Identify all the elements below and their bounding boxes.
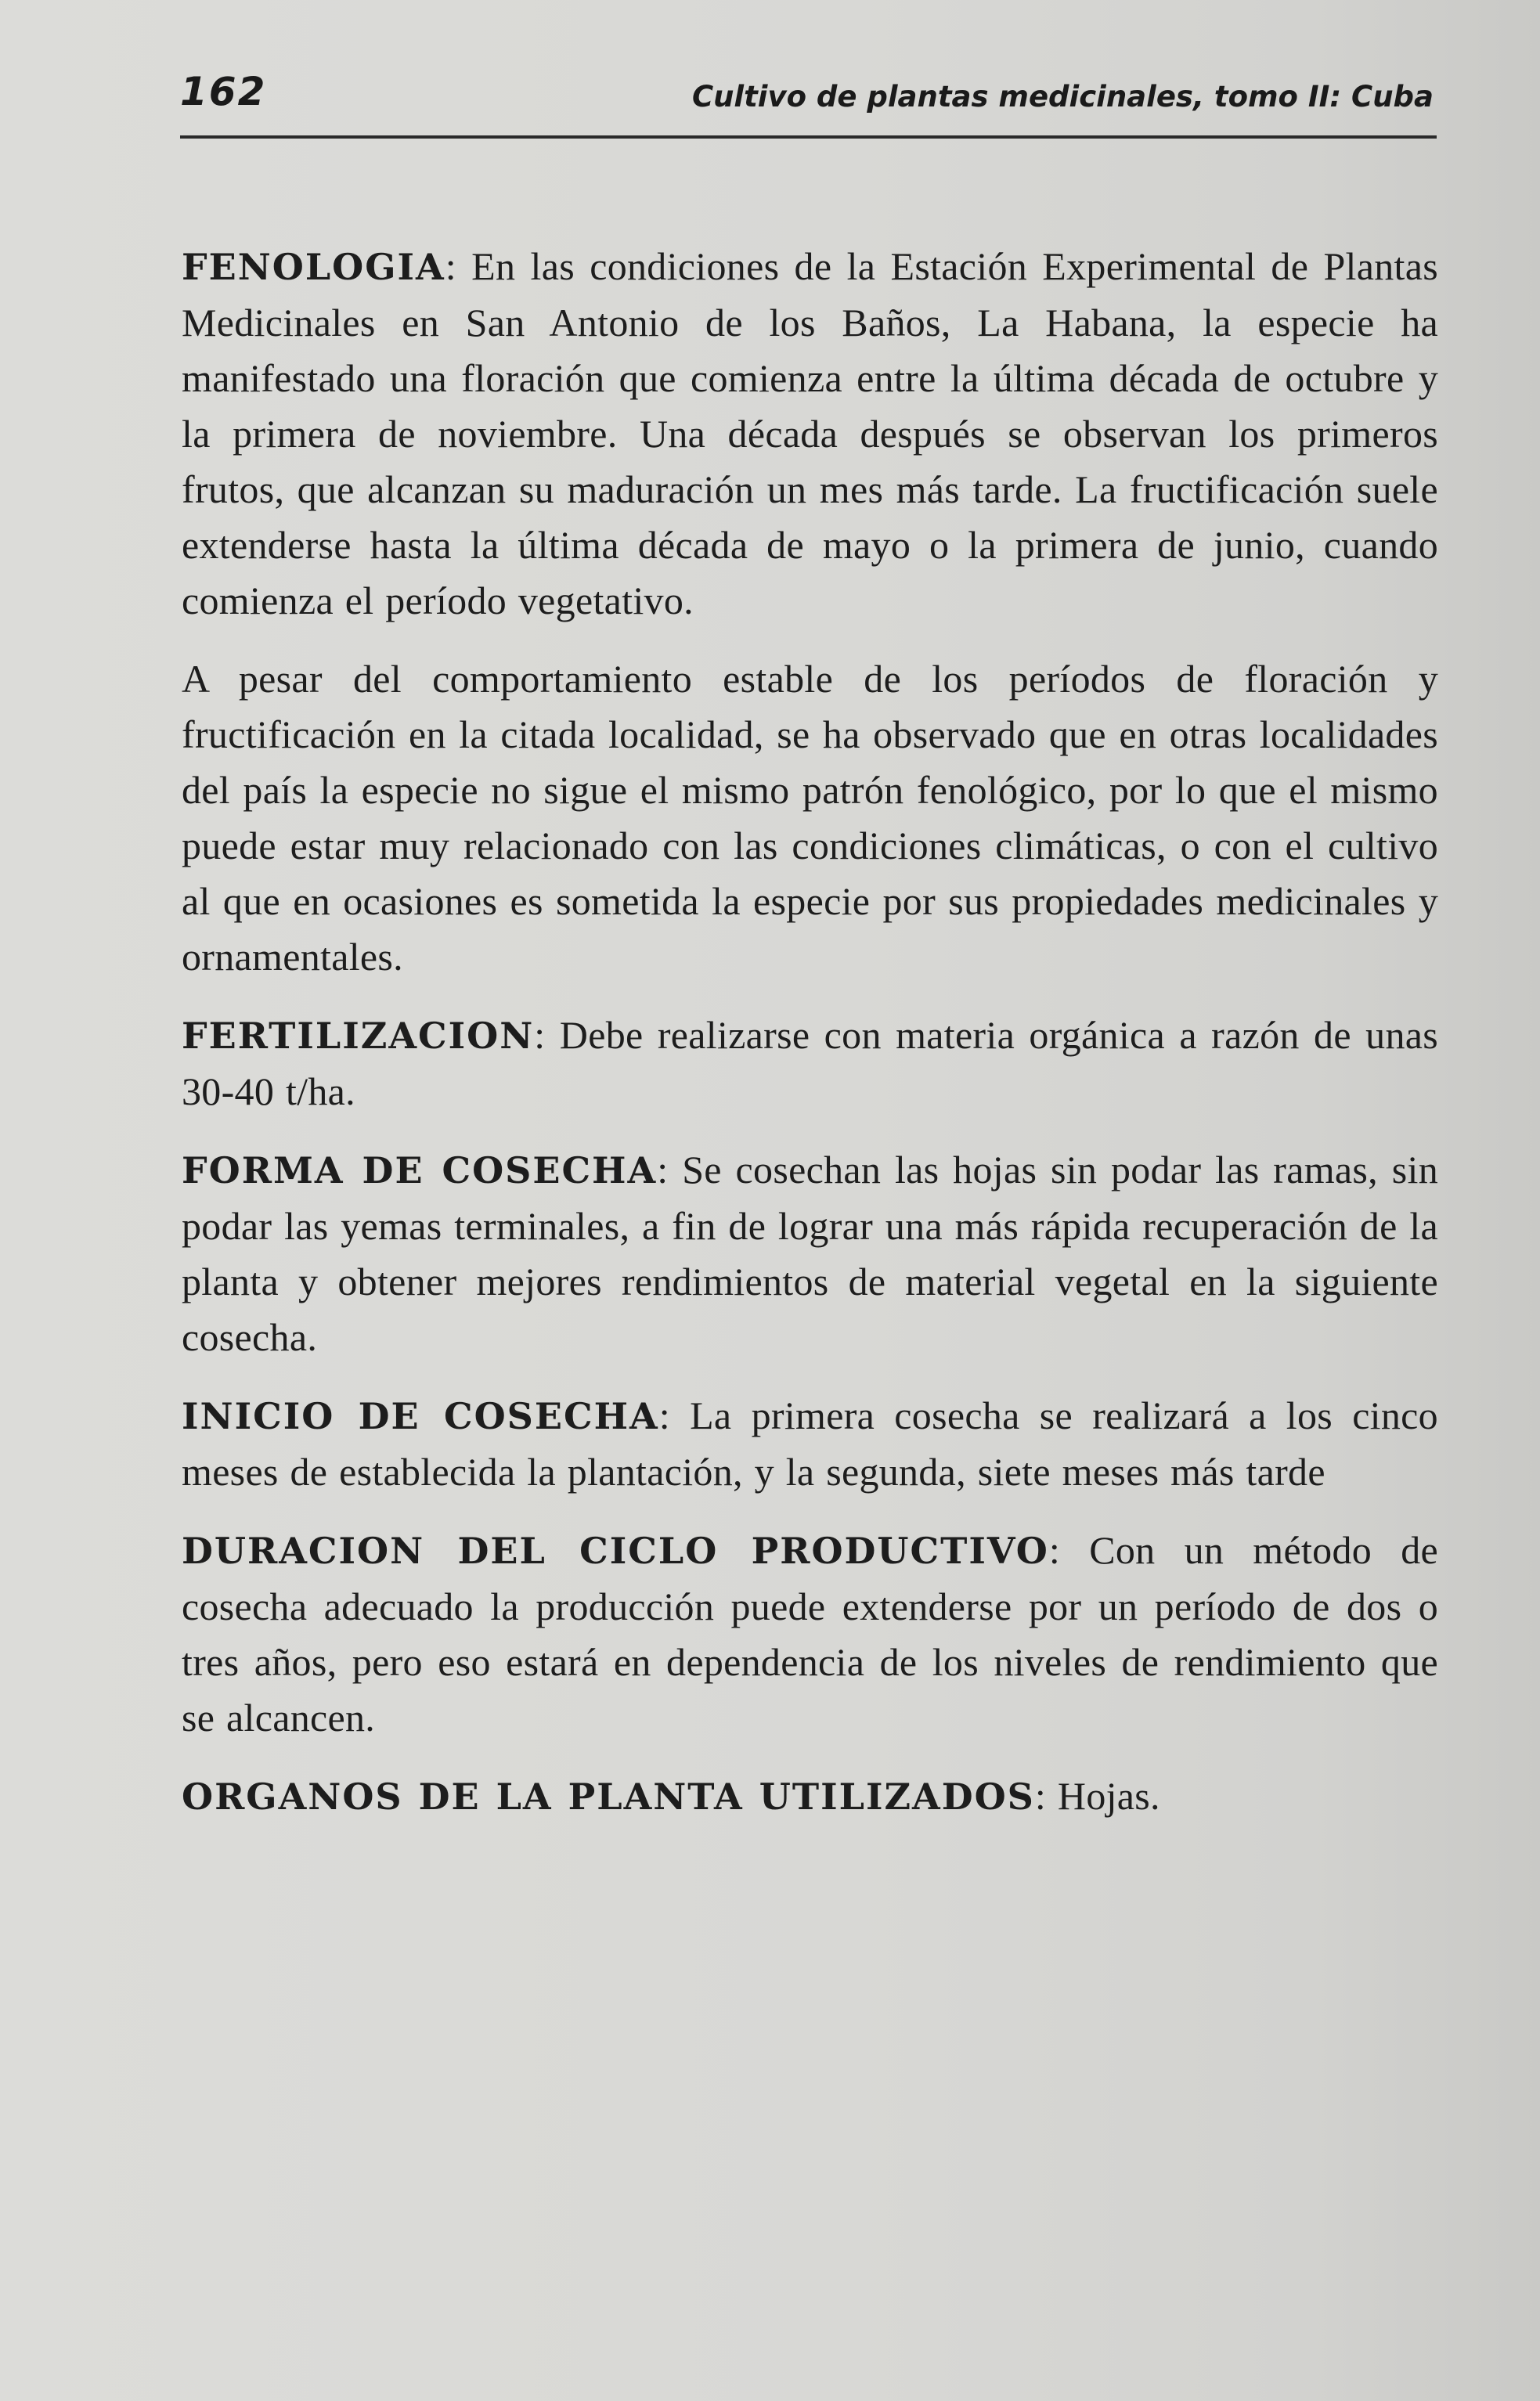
paragraph-fertilizacion — [182, 1008, 1438, 1119]
term-organos: ORGANOS DE LA PLANTA UTILIZADOS — [182, 1776, 1035, 1818]
colon: : — [445, 244, 472, 288]
page-body — [182, 239, 1438, 1848]
paragraph-fenologia-continued — [182, 651, 1438, 985]
text-fenologia: En las condiciones de la Estación Experimental de Plantas Medicinales en San Antonio de los Baños, La Habana, la especie ha manifestado una floración que comienza entre la última década de octubre y la primera de noviembre. Una década después se observan los primeros frutos, que alcanzan su maduración un mes más tarde. La fructificación suele extenderse hasta la última década de mayo o la primera de junio, cuando comienza el período vegetativo. — [182, 244, 1438, 622]
paragraph-inicio-de-cosecha — [182, 1388, 1438, 1500]
paragraph-organos — [182, 1768, 1438, 1825]
paragraph-duracion-ciclo — [182, 1523, 1438, 1746]
text-inicio-de-cosecha: La primera cosecha se realizará a los cinco meses de establecida la plantación, y la segunda, siete meses más tarde — [182, 1393, 1438, 1494]
page-header — [180, 61, 1437, 139]
page-number: 162 — [180, 69, 267, 114]
term-fenologia: FENOLOGIA — [182, 246, 445, 288]
colon: : — [657, 1148, 683, 1191]
term-duracion-ciclo: DURACION DEL CICLO PRODUCTIVO — [182, 1530, 1049, 1572]
paragraph-fenologia — [182, 239, 1438, 629]
text-fertilizacion: Debe realizarse con materia orgánica a razón de unas 30-40 t/ha. — [182, 1013, 1438, 1113]
paragraph-forma-de-cosecha — [182, 1142, 1438, 1365]
colon: : — [658, 1393, 691, 1437]
running-title: Cultivo de plantas medicinales, tomo II: Cuba — [691, 80, 1434, 114]
text-duracion-ciclo: Con un método de cosecha adecuado la producción puede extenderse por un período de dos o tres años, pero eso estará en dependencia de los niveles de rendimiento que se alcancen. — [182, 1528, 1438, 1739]
term-forma-de-cosecha: FORMA DE COSECHA — [182, 1149, 658, 1191]
term-inicio-de-cosecha: INICIO DE COSECHA — [182, 1395, 659, 1437]
colon: : — [534, 1013, 560, 1057]
text-forma-de-cosecha: Se cosechan las hojas sin podar las ramas, sin podar las yemas terminales, a fin de lograr una más rápida recuperación de la planta y obtener mejores rendimientos de material vegetal en la siguiente cosecha. — [182, 1148, 1438, 1359]
text-organos: Hojas. — [1057, 1774, 1160, 1818]
colon: : — [1034, 1774, 1058, 1818]
colon: : — [1048, 1528, 1090, 1572]
term-fertilizacion: FERTILIZACION — [182, 1015, 535, 1057]
text-fenologia-continued: A pesar del comportamiento estable de los períodos de floración y fructificación en la citada localidad, se ha observado que en otras localidades del país la especie no sigue el mismo patrón fenológico, por lo que el mismo puede estar muy relacionado con las condiciones climáticas, o con el cultivo al que en ocasiones es sometida la especie por sus propiedades medicinales y ornamentales. — [182, 657, 1438, 979]
